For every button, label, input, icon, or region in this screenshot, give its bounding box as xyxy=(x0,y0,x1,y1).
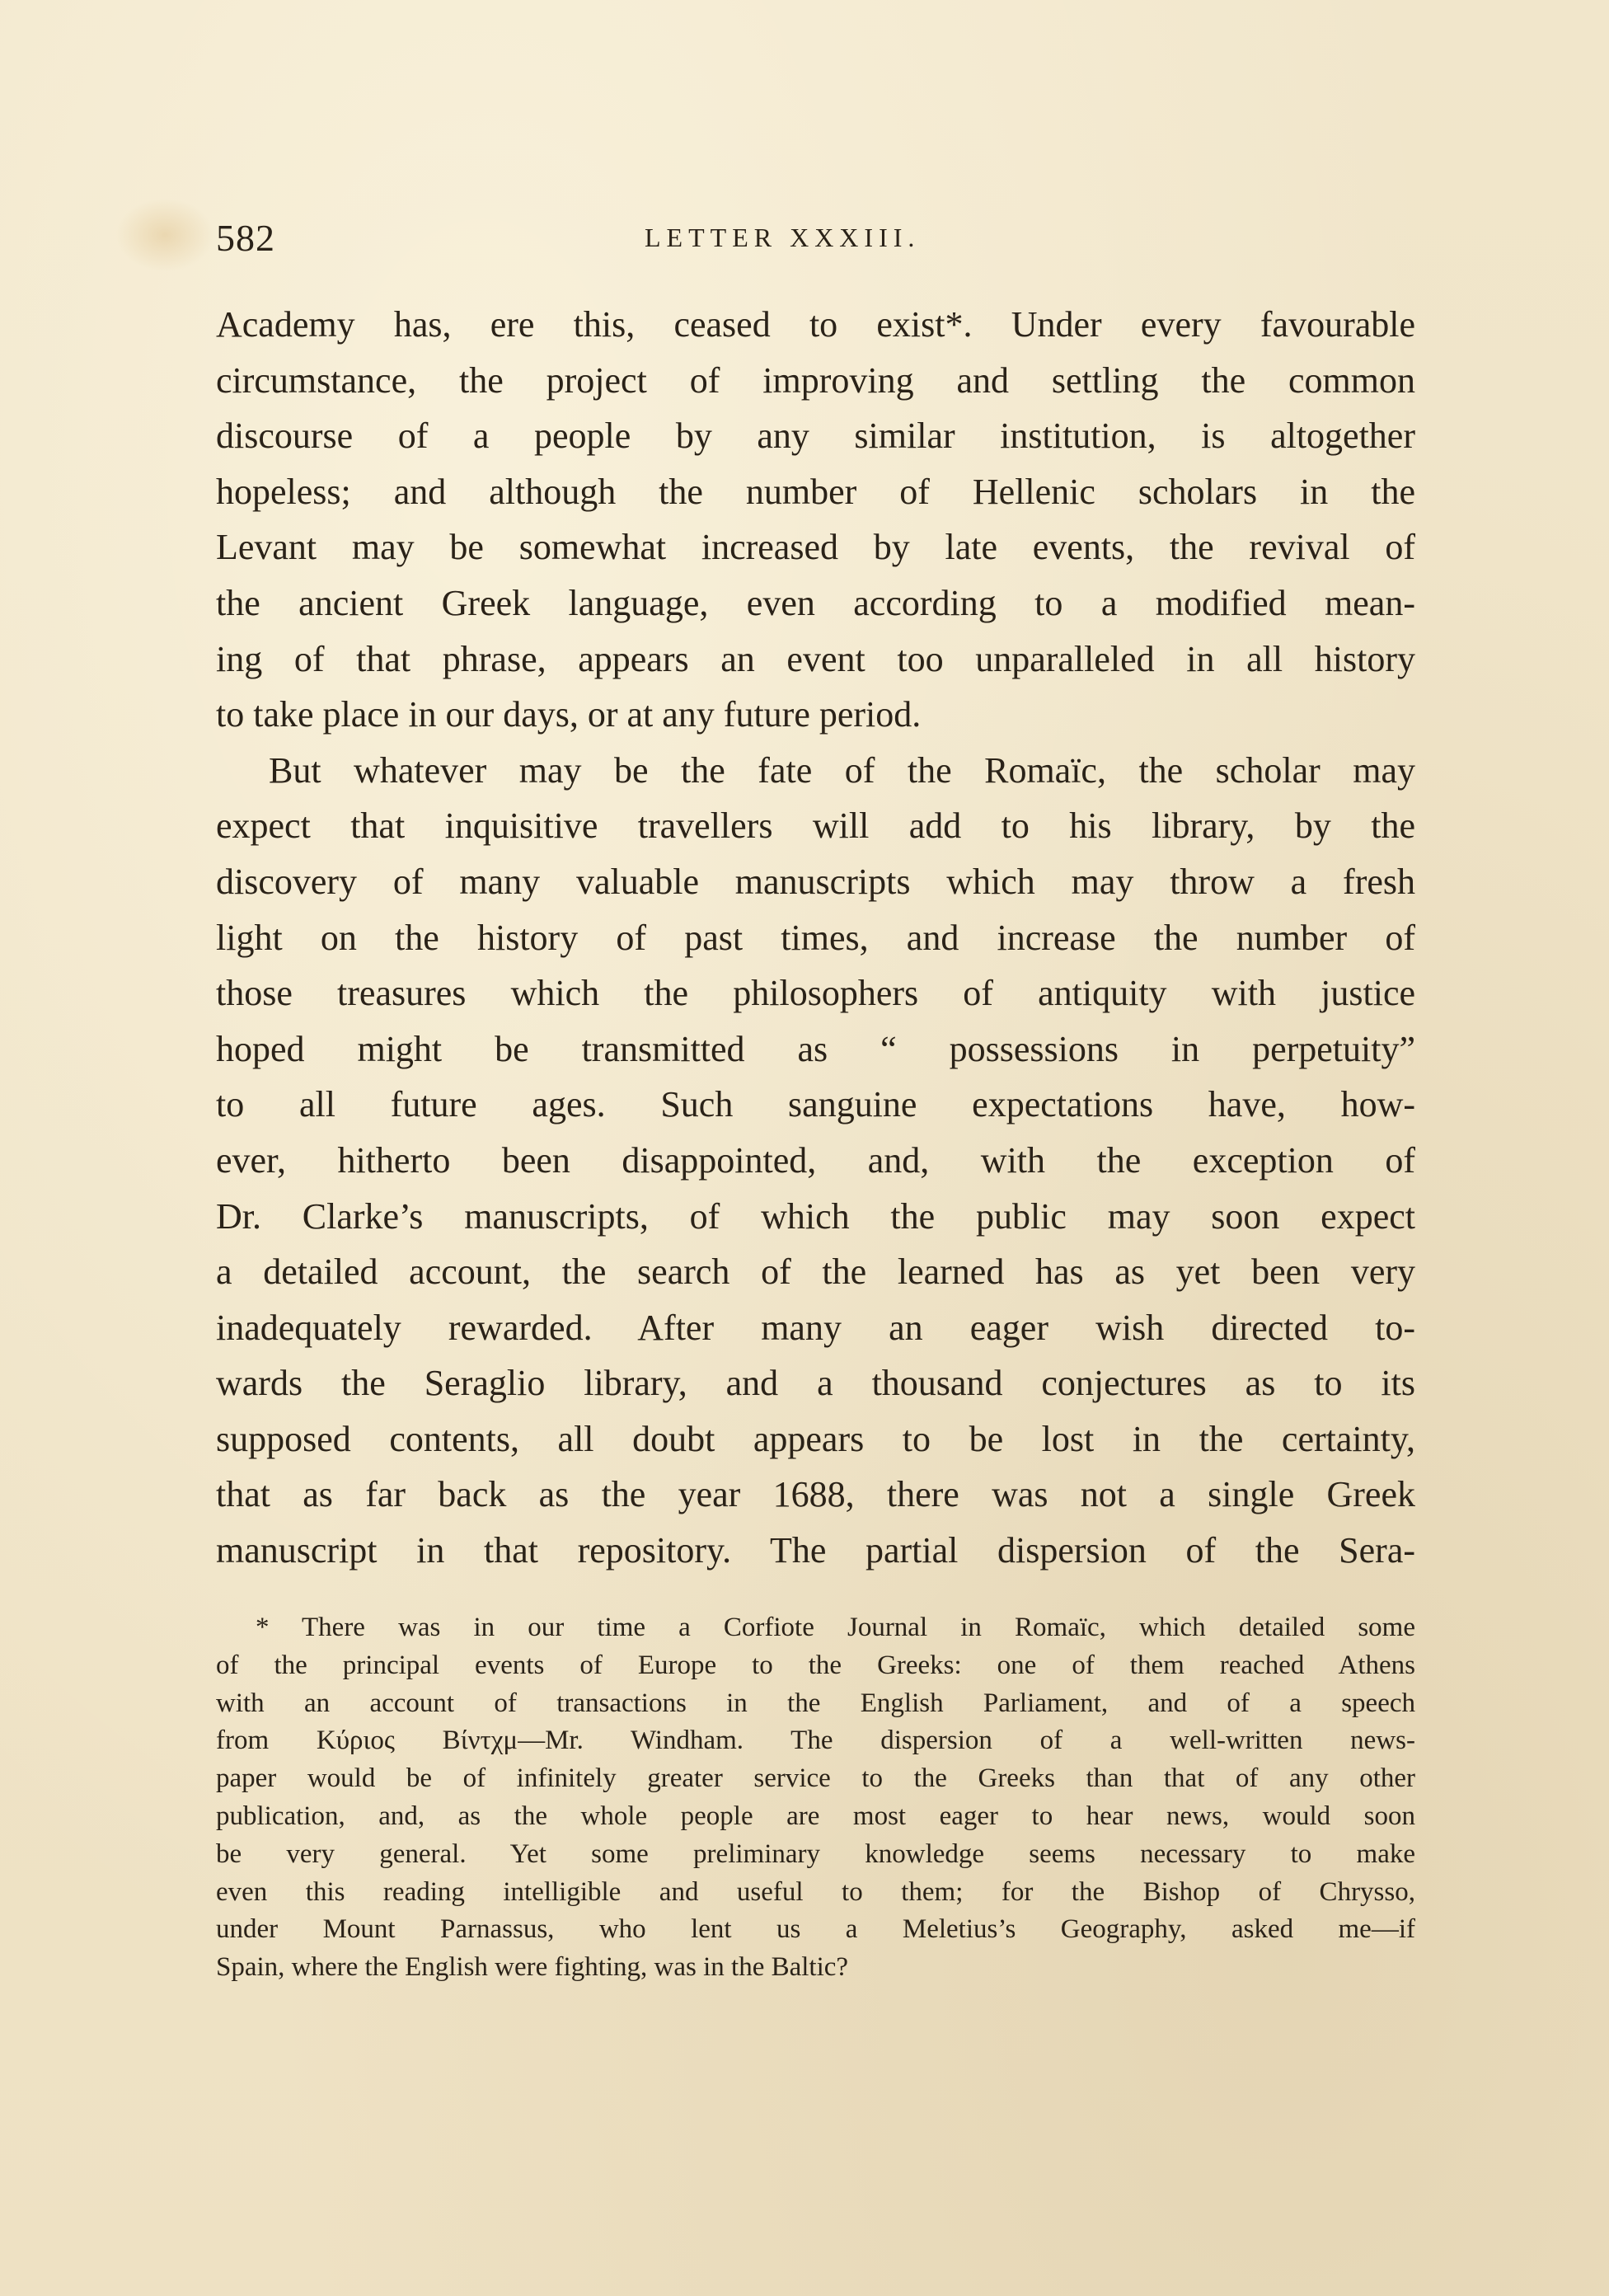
body-line: hopeless; and although the number of Hellenic scholars in the xyxy=(216,471,1415,512)
body-line: Dr. Clarke’s manuscripts, of which the public may soon expect xyxy=(216,1195,1415,1237)
footnote-line: publication, and, as the whole people are most eager to hear news, would soon xyxy=(216,1801,1415,1831)
body-line: the ancient Greek language, even according to a modified mean- xyxy=(216,582,1415,623)
footnote-line: * There was in our time a Corfiote Journal in Romaïc, which detailed some xyxy=(256,1613,1415,1642)
running-head: LETTER XXXIII. xyxy=(645,223,921,252)
footnote-line: paper would be of infinitely greater service to the Greeks than that of any other xyxy=(216,1763,1415,1794)
page-number: 582 xyxy=(216,217,275,259)
body-line: to all future ages. Such sanguine expectations have, how- xyxy=(216,1084,1415,1125)
body-line: wards the Seraglio library, and a thousand conjectures as to its xyxy=(216,1363,1415,1404)
body-line: discovery of many valuable manuscripts which may throw a fresh xyxy=(216,861,1415,902)
footnote-line: under Mount Parnassus, who lent us a Meletius’s Geography, asked me—if xyxy=(216,1914,1415,1945)
footnote-line: from Κύριος Βίντχμ—Mr. Windham. The dispersion of a well-written news- xyxy=(216,1726,1415,1756)
body-line: circumstance, the project of improving and settling the common xyxy=(216,359,1415,401)
body-line: a detailed account, the search of the learned has as yet been very xyxy=(216,1251,1415,1293)
body-line: expect that inquisitive travellers will add to his library, by the xyxy=(216,805,1415,847)
footnote-line: of the principal events of Europe to the Greeks: one of them reached Athens xyxy=(216,1650,1415,1680)
body-line: supposed contents, all doubt appears to be lost in the certainty, xyxy=(216,1418,1415,1459)
footnote-line: even this reading intelligible and useful to them; for the Bishop of Chrysso, xyxy=(216,1876,1415,1907)
footnote xyxy=(216,1609,1415,1987)
body-line: ing of that phrase, appears an event too unparalleled in all history xyxy=(216,638,1415,679)
footnote-line: be very general. Yet some preliminary knowledge seems necessary to make xyxy=(216,1838,1415,1869)
body-text xyxy=(216,297,1415,1579)
body-line: discourse of a people by any similar institution, is altogether xyxy=(216,416,1415,457)
body-line: light on the history of past times, and increase the number of xyxy=(216,917,1415,958)
body-line: those treasures which the philosophers of antiquity with justice xyxy=(216,973,1415,1014)
page-header xyxy=(216,216,1411,265)
body-line: Levant may be somewhat increased by late events, the revival of xyxy=(216,527,1415,568)
body-line: that as far back as the year 1688, there was not a single Greek xyxy=(216,1474,1415,1515)
body-line: hoped might be transmitted as “ possessions in perpetuity” xyxy=(216,1028,1415,1069)
footnote-line: with an account of transactions in the English Parliament, and of a speech xyxy=(216,1688,1415,1718)
body-line: But whatever may be the fate of the Romaïc, the scholar may xyxy=(269,749,1415,791)
footnote-line: Spain, where the English were fighting, was in the Baltic? xyxy=(216,1952,849,1983)
body-line: to take place in our days, or at any future period. xyxy=(216,694,922,735)
body-line: manuscript in that repository. The partial dispersion of the Sera- xyxy=(216,1530,1415,1571)
paper-stain xyxy=(115,198,214,272)
body-line: Academy has, ere this, ceased to exist*. Under every favourable xyxy=(216,304,1415,345)
body-line: inadequately rewarded. After many an eager wish directed to- xyxy=(216,1307,1415,1348)
body-line: ever, hitherto been disappointed, and, with the exception of xyxy=(216,1139,1415,1181)
